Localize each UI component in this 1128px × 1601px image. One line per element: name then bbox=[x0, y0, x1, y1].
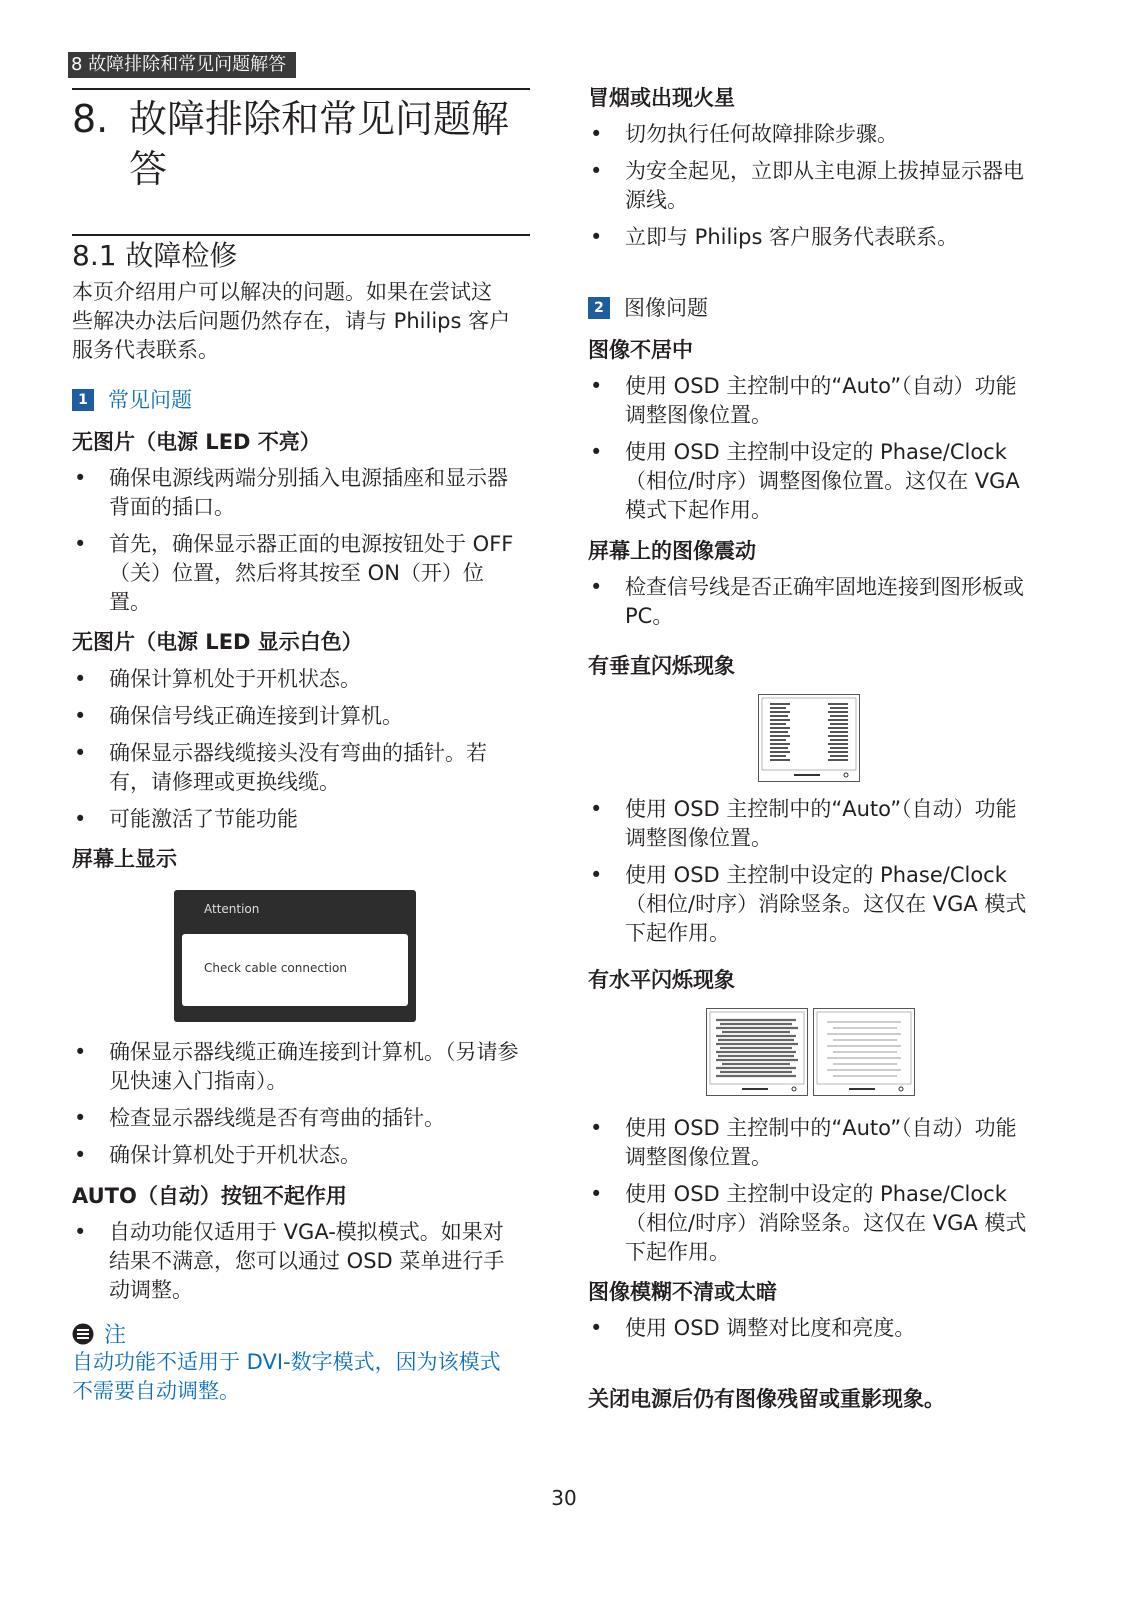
list-item: • 使用 OSD 调整对比度和亮度。 bbox=[588, 1314, 1036, 1343]
osd-title: Attention bbox=[204, 902, 260, 916]
list-item: • 确保计算机处于开机状态。 bbox=[72, 665, 520, 694]
subsection-title: 图像问题 bbox=[624, 296, 708, 320]
list-vertical bbox=[588, 795, 1036, 948]
list-item: • 使用 OSD 主控制中设定的 Phase/Clock（相位/时序）消除竖条。这仅在 VGA 模式下起作用。 bbox=[588, 861, 1036, 948]
heading-blurry: 图像模糊不清或太暗 bbox=[588, 1280, 777, 1304]
list-item: • 确保显示器线缆接头没有弯曲的插针。若有，请修理或更换线缆。 bbox=[72, 739, 520, 797]
heading-no-pic-led-off: 无图片（电源 LED 不亮） bbox=[72, 430, 321, 454]
list-item: • 检查信号线是否正确牢固地连接到图形板或 PC。 bbox=[588, 573, 1036, 631]
list-item: • 首先，确保显示器正面的电源按钮处于 OFF（关）位置，然后将其按至 ON（开）位置。 bbox=[72, 530, 520, 617]
list-item: • 确保计算机处于开机状态。 bbox=[72, 1141, 520, 1170]
heading-smoke: 冒烟或出现火星 bbox=[588, 86, 735, 110]
chapter-rule bbox=[72, 88, 530, 90]
heading-vertical: 有垂直闪烁现象 bbox=[588, 654, 735, 678]
list-item: • 确保电源线两端分别插入电源插座和显示器背面的插口。 bbox=[72, 464, 520, 522]
list-item: • 使用 OSD 主控制中的“Auto”（自动）功能调整图像位置。 bbox=[588, 1114, 1036, 1172]
list-item: • 使用 OSD 主控制中的“Auto”（自动）功能调整图像位置。 bbox=[588, 372, 1036, 430]
list-item: • 确保信号线正确连接到计算机。 bbox=[72, 702, 520, 731]
heading-not-centered: 图像不居中 bbox=[588, 338, 693, 362]
list-item: • 切勿执行任何故障排除步骤。 bbox=[588, 120, 1036, 149]
list-item: • 可能激活了节能功能 bbox=[72, 805, 520, 834]
note-icon bbox=[72, 1323, 94, 1345]
list-horizontal bbox=[588, 1114, 1036, 1267]
subsection-title: 常见问题 bbox=[108, 388, 192, 412]
heading-ghost: 关闭电源后仍有图像残留或重影现象。 bbox=[588, 1387, 945, 1411]
list-item: • 确保显示器线缆正确连接到计算机。（另请参见快速入门指南）。 bbox=[72, 1038, 520, 1096]
list-blurry bbox=[588, 1314, 1036, 1343]
list-item: • 使用 OSD 主控制中设定的 Phase/Clock（相位/时序）调整图像位置。这仅在 VGA 模式下起作用。 bbox=[588, 438, 1036, 525]
heading-vibrating: 屏幕上的图像震动 bbox=[588, 539, 756, 563]
note-header bbox=[72, 1318, 126, 1349]
horizontal-flicker-illustration-1 bbox=[706, 1008, 808, 1096]
horizontal-flicker-illustration-2 bbox=[813, 1008, 915, 1096]
osd-message-box bbox=[182, 934, 408, 1006]
list-no-pic-led-white bbox=[72, 665, 520, 834]
list-item: • 立即与 Philips 客户服务代表联系。 bbox=[588, 223, 1036, 252]
list-not-centered bbox=[588, 372, 1036, 525]
heading-horizontal: 有水平闪烁现象 bbox=[588, 968, 735, 992]
subsection-common bbox=[72, 386, 192, 414]
subsection-badge: 1 bbox=[72, 389, 94, 411]
list-no-pic-led-off bbox=[72, 464, 520, 617]
list-item: • 使用 OSD 主控制中的“Auto”（自动）功能调整图像位置。 bbox=[588, 795, 1036, 853]
list-onscreen bbox=[72, 1038, 520, 1170]
page-number: 30 bbox=[551, 1486, 577, 1510]
heading-auto: AUTO（自动）按钮不起作用 bbox=[72, 1184, 347, 1208]
note-text: 自动功能不适用于 DVI-数字模式，因为该模式不需要自动调整。 bbox=[72, 1350, 501, 1403]
list-auto bbox=[72, 1218, 512, 1305]
subsection-badge: 2 bbox=[588, 297, 610, 319]
subsection-image bbox=[588, 294, 708, 322]
chapter-number: 8. bbox=[72, 97, 109, 141]
list-item: • 检查显示器线缆是否有弯曲的插针。 bbox=[72, 1104, 520, 1133]
heading-onscreen: 屏幕上显示 bbox=[72, 847, 177, 871]
chapter-tab: 8 故障排除和常见问题解答 bbox=[68, 52, 296, 78]
list-vibrating bbox=[588, 573, 1036, 631]
vertical-flicker-illustration bbox=[758, 694, 860, 782]
list-item: • 自动功能仅适用于 VGA-模拟模式。如果对结果不满意，您可以通过 OSD 菜单进行手动调整。 bbox=[72, 1218, 512, 1305]
heading-no-pic-led-white: 无图片（电源 LED 显示白色） bbox=[72, 630, 363, 654]
list-item: • 使用 OSD 主控制中设定的 Phase/Clock（相位/时序）消除竖条。这仅在 VGA 模式下起作用。 bbox=[588, 1180, 1036, 1267]
osd-attention-dialog bbox=[174, 890, 416, 1022]
chapter-title-text: 故障排除和常见问题解答 bbox=[129, 97, 510, 191]
note-title: 注 bbox=[104, 1323, 127, 1348]
list-smoke bbox=[588, 120, 1036, 252]
osd-message: Check cable connection bbox=[204, 961, 347, 975]
intro-paragraph: 本页介绍用户可以解决的问题。如果在尝试这些解决办法后问题仍然存在，请与 Philips 客户服务代表联系。 bbox=[72, 280, 511, 362]
chapter-title bbox=[72, 94, 530, 194]
section-title: 8.1 故障检修 bbox=[72, 239, 238, 272]
list-item: • 为安全起见，立即从主电源上拔掉显示器电源线。 bbox=[588, 157, 1036, 215]
